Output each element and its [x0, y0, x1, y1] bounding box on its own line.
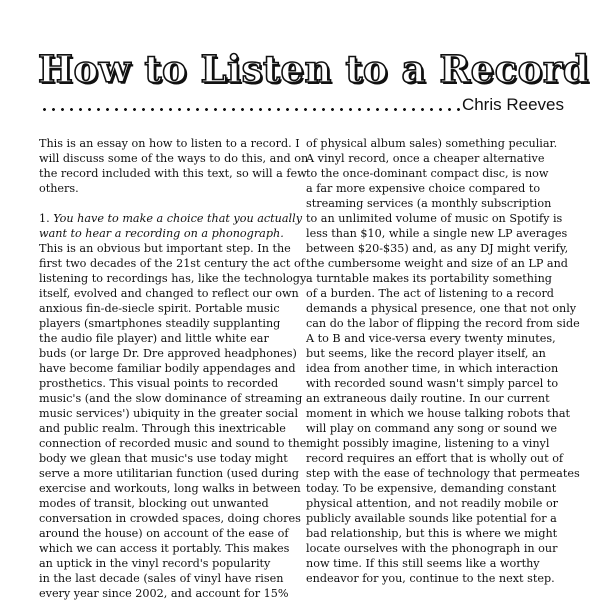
body-line: modes of transit, blocking out unwanted	[39, 497, 269, 510]
body-line: A vinyl record, once a cheaper alternative	[306, 152, 545, 165]
step-number: 1.	[39, 212, 50, 225]
body-line: with recorded sound wasn't simply parcel to	[306, 377, 559, 390]
body-line: a far more expensive choice compared to	[306, 182, 541, 195]
body-line: streaming services (a monthly subscription	[306, 197, 552, 210]
body-line: in the last decade (sales of vinyl have risen	[39, 572, 284, 585]
body-line: listening to recordings has, like the technology	[39, 272, 307, 285]
intro-line: the record included with this text, so will a few	[39, 167, 307, 180]
right-column	[306, 136, 580, 586]
dotted-leader	[40, 108, 462, 111]
body-line: moment in which we house talking robots that	[306, 407, 571, 420]
body-line: an uptick in the vinyl record's popularity	[39, 557, 271, 570]
body-line: have become familiar bodily appendages and	[39, 362, 296, 375]
body-line: publicly available sounds like potential for a	[306, 512, 557, 525]
body-line: step with the ease of technology that permeates	[306, 467, 580, 480]
byline	[40, 95, 564, 117]
body-line: now time. If this still seems like a worthy	[306, 557, 540, 570]
body-line: exercise and workouts, long walks in between	[39, 482, 301, 495]
body-line: a turntable makes its portability something	[306, 272, 552, 285]
body-line: around the house) on account of the ease of	[39, 527, 289, 540]
body-line: to an unlimited volume of music on Spotify is	[306, 212, 563, 225]
body-line: will play on command any song or sound we	[306, 422, 558, 435]
left-body	[39, 241, 307, 601]
body-line: A to B and vice-versa every twenty minutes,	[306, 332, 556, 345]
body-line: less than $10, while a single new LP averages	[306, 227, 568, 240]
body-line: prosthetics. This visual points to recorded	[39, 377, 279, 390]
body-line: record requires an effort that is wholly out of	[306, 452, 564, 465]
body-line: players (smartphones steadily supplanting	[39, 317, 281, 330]
body-line: today. To be expensive, demanding constant	[306, 482, 557, 495]
body-line: endeavor for you, continue to the next step.	[306, 572, 555, 585]
author-name: Chris Reeves	[461, 95, 564, 114]
intro-line: will discuss some of the ways to do this, and on	[39, 152, 309, 165]
body-line: buds (or large Dr. Dre approved headphones)	[39, 347, 297, 360]
body-line: of a burden. The act of listening to a record	[306, 287, 554, 300]
body-line: which we can access it portably. This makes	[39, 542, 290, 555]
body-line: itself, evolved and changed to reflect our own	[39, 287, 299, 300]
step-heading-text: You have to make a choice that you actually	[53, 212, 303, 225]
body-line: locate ourselves with the phonograph in our	[306, 542, 558, 555]
body-line: might possibly imagine, listening to a vinyl	[306, 437, 550, 450]
body-line: every year since 2002, and account for 15%	[39, 587, 289, 600]
left-column	[39, 136, 309, 601]
body-line: physical attention, and not readily mobile or	[306, 497, 559, 510]
body-line: the cumbersome weight and size of an LP and	[306, 257, 568, 270]
body-line: can do the labor of flipping the record from side	[306, 317, 580, 330]
body-line: to the once-dominant compact disc, is now	[306, 167, 549, 180]
paragraph-gap	[39, 196, 291, 211]
intro-line: This is an essay on how to listen to a record. I	[39, 137, 300, 150]
body-line: between $20-$35) and, as any DJ might verify,	[306, 242, 569, 255]
body-line: but seems, like the record player itself, an	[306, 347, 546, 360]
body-line: idea from another time, in which interaction	[306, 362, 559, 375]
body-line: anxious fin-de-siecle spirit. Portable music	[39, 302, 280, 315]
body-line: connection of recorded music and sound to the	[39, 437, 307, 450]
body-line: of physical album sales) something peculiar.	[306, 137, 558, 150]
body-line: an extraneous daily routine. In our current	[306, 392, 550, 405]
step-heading-line	[39, 211, 303, 226]
intro-line: others.	[39, 182, 79, 195]
body-line: and public realm. Through this inextricable	[39, 422, 286, 435]
step-heading-line: want to hear a recording on a phonograph.	[39, 227, 284, 240]
body-line: music services') ubiquity in the greater social	[39, 407, 299, 420]
body-line: body we glean that music's use today might	[39, 452, 288, 465]
body-line: first two decades of the 21st century the act of	[39, 257, 305, 270]
body-line: serve a more utilitarian function (used during	[39, 467, 299, 480]
body-line: conversation in crowded spaces, doing chores	[39, 512, 301, 525]
body-line: This is an obvious but important step. In the	[39, 242, 291, 255]
body-line: demands a physical presence, one that not only	[306, 302, 577, 315]
page-title: How to Listen to a Record	[38, 47, 590, 91]
body-line: music's (and the slow dominance of streaming	[39, 392, 303, 405]
body-line: the audio file player) and little white ear	[39, 332, 269, 345]
body-line: bad relationship, but this is where we might	[306, 527, 558, 540]
